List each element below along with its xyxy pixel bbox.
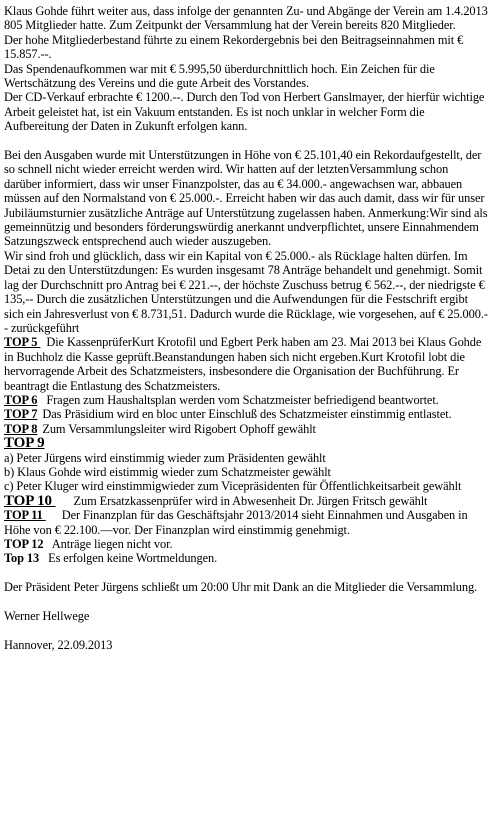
top-12-item bbox=[4, 537, 488, 551]
top-11-text: Der Finanzplan für das Geschäftsjahr 2013/2014 sieht Einnahmen und Ausgaben in Höhe von € 22.100.—vor. Der Finanzplan wird einstimmig genehmigt. bbox=[4, 508, 468, 537]
paragraph-fees: Der hohe Mitgliederbestand führte zu einem Rekordergebnis bei den Beitragseinnahmen mit € 15.857.--. bbox=[4, 32, 464, 62]
top-5-label: TOP 5 bbox=[4, 335, 41, 350]
top-12-label: TOP 12 bbox=[4, 537, 44, 552]
minutes-document bbox=[4, 4, 488, 652]
top-13-text: Es erfolgen keine Wortmeldungen. bbox=[48, 551, 218, 566]
top-7-text: Das Präsidium wird en bloc unter Einschluß des Schatzmeister einstimmig entlastet. bbox=[42, 407, 452, 422]
top-6-text: Fragen zum Haushaltsplan werden vom Schatzmeister befriedigend beantwortet. bbox=[46, 392, 439, 407]
top-10-label: TOP 10 bbox=[4, 492, 56, 509]
top-6-label: TOP 6 bbox=[4, 392, 38, 407]
signature-name: Werner Hellwege bbox=[4, 609, 90, 624]
top-10-item bbox=[4, 494, 488, 508]
paragraph-cd-sales: Der CD-Verkauf erbrachte € 1200.--. Durch den Tod von Herbert Ganslmayer, der hierfür wichtige Arbeit geleistet hat, ist ein Vakuum entstanden. Es ist noch unklar in welcher Form die Aufbereitung der Daten in Zukunft erfolgen kann. bbox=[4, 90, 485, 134]
top-8-text: Zum Versammlungsleiter wird Rigobert Ophoff gewählt bbox=[42, 421, 316, 436]
spacer bbox=[4, 595, 488, 609]
top-7-label: TOP 7 bbox=[4, 407, 38, 422]
top-7-item bbox=[4, 407, 488, 421]
spacer bbox=[4, 134, 488, 148]
top-13-label: Top 13 bbox=[4, 551, 40, 566]
top-9-label: TOP 9 bbox=[4, 435, 45, 452]
spacer bbox=[4, 566, 488, 580]
top-9-heading bbox=[4, 436, 488, 450]
top-8-label: TOP 8 bbox=[4, 421, 38, 436]
top-6-item bbox=[4, 393, 488, 407]
top-9-item-b: b) Klaus Gohde wird eistimmig wieder zum Schatzmeister gewählt bbox=[4, 464, 331, 479]
top-9-item-a: a) Peter Jürgens wird einstimmig wieder zum Präsidenten gewählt bbox=[4, 450, 326, 465]
top-9-item-c: c) Peter Kluger wird einstimmigwieder zum Vicepräsidenten für Öffentlichkeitsarbeit gewählt bbox=[4, 479, 462, 494]
top-5-text: Die KassenprüferKurt Krotofil und Egbert Perk haben am 23. Mai 2013 bei Klaus Gohde in Buchholz die Kasse geprüft.Beanstandungen haben sich nicht ergeben.Kurt Krotofil lobt die hervorragende Arbeit des Schatzmeisters, insbesondere die Organisation der Buchführung. Er beantragt die Entlastung des Schatzmeisters. bbox=[4, 335, 482, 393]
top-13-item bbox=[4, 551, 488, 565]
paragraph-donations: Das Spendenaufkommen war mit € 5.995,50 überdurchnittlich hoch. Ein Zeichen für die Wertschätzung des Vereins und die gute Arbeit des Vorstandes. bbox=[4, 61, 435, 91]
top-11-label: TOP 11 bbox=[4, 508, 46, 523]
place-date: Hannover, 22.09.2013 bbox=[4, 637, 113, 652]
top-8-item bbox=[4, 422, 488, 436]
spacer bbox=[4, 623, 488, 637]
closing-paragraph: Der Präsident Peter Jürgens schließt um 20:00 Uhr mit Dank an die Mitglieder die Versammlung. bbox=[4, 580, 478, 595]
top-11-item bbox=[4, 508, 488, 537]
paragraph-membership: Klaus Gohde führt weiter aus, dass infolge der genannten Zu- und Abgänge der Verein am 1.4.2013 805 Mitglieder hatte. Zum Zeitpunkt der Versammlung hat der Verein bereits 820 Mitglieder. bbox=[4, 4, 488, 33]
top-12-text: Anträge liegen nicht vor. bbox=[51, 537, 173, 552]
top-10-text: Zum Ersatzkassenprüfer wird in Abwesenheit Dr. Jürgen Fritsch gewählt bbox=[73, 493, 428, 508]
paragraph-reserves: Wir sind froh und glücklich, dass wir ein Kapital von € 25.000.- als Rücklage halten dürfen. Im Detai zu den Unterstützdungen: Es wurden insgesamt 78 Anträge behandelt und genehmigt. Somit lag der Durchschnitt pro Antrag bei € 221.--, der höchste Zuschuss betrug € 562.--, der niedrigste € 135,-- Durch die zusätzlichen Unterstützungen und die Aufwendungen für die Festschrift ergibt sich ein Jahresverlust von € 8.731,51. Dadurch wurde die Rücklage, wie vorgesehen, auf € 25.000.-- zurückgeführt bbox=[4, 248, 488, 335]
top-5-item bbox=[4, 335, 488, 393]
paragraph-expenses: Bei den Ausgaben wurde mit Unterstützungen in Höhe von € 25.101,40 ein Rekordaufgestellt, der so schnell nicht wieder erreicht werden wird. Wir hatten auf der letztenVersammlung schon darüber informiert, dass wir unser Finanzpolster, das au € 34.000.- angewachsen war, abbauen müssen auf den Normalstand von € 25.000.-. Erreicht haben wir das auch damit, dass wir für unser Jubiläumsturnier zusätzliche Anträge auf Unterstützung zugelassen haben. Anmerkung:Wir sind als gemeinnützig und besonders förderungswürdig anerkannt undverpflichtet, unsere Einnahmendem Satzungszweck entsprechend auch wieder auszugeben. bbox=[4, 148, 488, 249]
